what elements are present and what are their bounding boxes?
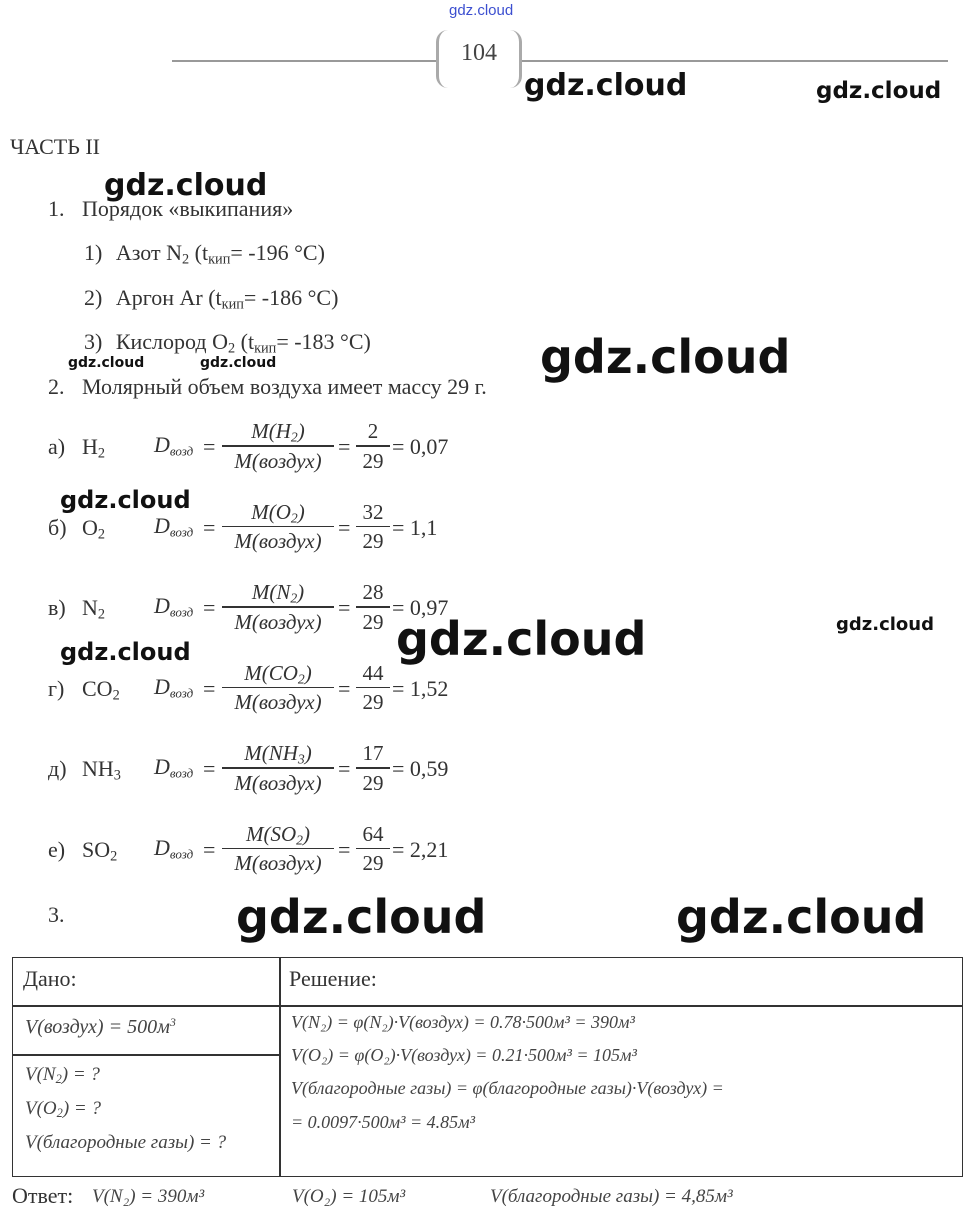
d-label: D: [154, 432, 170, 457]
watermark: gdz.cloud: [68, 355, 145, 371]
watermark: gdz.cloud: [540, 330, 791, 384]
item-name: Азот N: [115, 240, 182, 265]
fraction-bar: [222, 445, 334, 447]
q1-heading: [48, 196, 293, 222]
watermark: gdz.cloud: [60, 638, 191, 666]
d-subscript: возд: [169, 443, 194, 459]
fraction-numerator: $M(H_2)$: [251, 419, 305, 445]
d-label: D: [154, 754, 170, 779]
solution-line: V(O₂) = φ(O₂)·V(воздух) = 0.21·500м³ = 105м³: [291, 1045, 637, 1065]
t-subscript: кип: [221, 296, 244, 313]
q2-text: Молярный объем воздуха имеет массу 29 г.: [82, 374, 487, 399]
watermark: gdz.cloud: [236, 890, 487, 944]
fraction-bar: [356, 606, 390, 608]
fraction-numerator: $M(NH_3)$: [244, 741, 312, 767]
watermark: gdz.cloud: [816, 78, 942, 104]
table-header-rule: [13, 1005, 962, 1007]
item-temp: = -183 °C): [276, 329, 371, 354]
row-letter: а): [48, 434, 66, 459]
equals-sign: =: [203, 675, 216, 701]
density-result: = 1,1: [392, 514, 438, 540]
watermark-top: gdz.cloud: [449, 2, 514, 19]
molar-mass-fraction: [222, 579, 334, 635]
density-result: = 1,52: [392, 675, 449, 701]
numerator-subscript: 3: [297, 751, 305, 767]
fraction-numerator: 32: [362, 499, 384, 524]
fraction-numerator: 64: [362, 821, 384, 846]
numerator-close: ): [297, 499, 305, 524]
q2-heading: [48, 374, 487, 400]
answer-item: V(N₂) = 390м³: [92, 1186, 205, 1207]
density-result: = 0,97: [392, 595, 449, 620]
gas-formula: O: [82, 514, 98, 540]
item-temp: = -186 °C): [243, 285, 339, 310]
fraction-denominator: 29: [362, 448, 384, 473]
watermark: gdz.cloud: [676, 890, 927, 944]
watermark: gdz.cloud: [396, 612, 647, 666]
equals-sign: =: [203, 434, 216, 459]
fraction-bar: [356, 526, 390, 528]
row-letter: д): [48, 756, 67, 781]
d-label: D: [154, 593, 170, 618]
table-divider: [279, 958, 281, 1176]
row-gas: [82, 676, 120, 702]
fraction-bar: [222, 526, 334, 528]
row-letter: е): [48, 836, 66, 862]
numerator-gas: NH: [268, 741, 298, 765]
fraction-denominator: M(воздух): [234, 609, 322, 634]
q3-number: 3.: [48, 902, 65, 927]
fraction-denominator: 29: [362, 851, 384, 875]
fraction-bar: [356, 445, 390, 447]
watermark: gdz.cloud: [200, 355, 277, 371]
gas-subscript: 2: [110, 848, 118, 865]
fraction-denominator: M(воздух): [234, 448, 322, 473]
fraction-denominator: M(воздух): [234, 529, 322, 553]
find-text: V(N: [25, 1064, 56, 1085]
fraction-bar: [222, 687, 334, 689]
q2-number: 2.: [48, 374, 65, 399]
watermark: gdz.cloud: [60, 486, 191, 514]
watermark: gdz.cloud: [104, 168, 268, 203]
molar-mass-fraction: [222, 418, 334, 474]
d-symbol: [154, 674, 193, 700]
d-subscript: возд: [169, 845, 194, 861]
answer-label: Ответ:: [12, 1183, 74, 1208]
fraction-denominator: 29: [362, 770, 384, 795]
equals-sign: =: [338, 514, 351, 540]
fraction-bar: [356, 767, 390, 769]
t-subscript: кип: [208, 251, 231, 268]
d-subscript: возд: [169, 684, 194, 700]
solution-line: V(благородные газы) = φ(благородные газы)·V(воздух) =: [291, 1078, 724, 1098]
fraction-denominator: M(воздух): [234, 851, 322, 875]
item-name: Кислород O: [115, 329, 228, 354]
fraction-denominator: M(воздух): [234, 690, 322, 714]
row-gas: [82, 595, 105, 621]
gas-subscript: 3: [113, 767, 121, 784]
density-result: = 0,07: [392, 434, 449, 459]
equals-sign: =: [338, 434, 351, 459]
fraction-bar: [356, 848, 390, 850]
fraction-numerator: $M(CO_2)$: [244, 660, 312, 686]
row-letter: в): [48, 595, 66, 620]
d-symbol: [154, 754, 193, 780]
value-fraction: [356, 579, 390, 635]
fraction-denominator: 29: [362, 609, 384, 634]
fraction-numerator: 44: [362, 660, 384, 685]
page-number: 104: [436, 30, 522, 88]
d-subscript: возд: [169, 765, 194, 781]
numerator-gas: O: [275, 499, 291, 524]
fraction-bar: [356, 687, 390, 689]
given-value: V(воздух) = $500м^3$: [25, 1014, 176, 1038]
equals-sign: =: [338, 836, 351, 862]
numerator-subscript: 2: [290, 590, 298, 606]
numerator-gas: H: [275, 419, 291, 443]
gas-subscript: 2: [97, 526, 106, 543]
d-label: D: [154, 673, 170, 699]
q1-item: 1) Азот $N_2$ ($t_{кип}= -196$ °C): [84, 240, 325, 268]
item-subscript: 2: [227, 340, 236, 357]
solution-header: Решение:: [289, 966, 377, 991]
numerator-close: ): [304, 660, 312, 685]
density-result: = 2,21: [392, 836, 449, 862]
d-label: D: [154, 512, 170, 538]
find-item: $V(O_2)$ = ?: [25, 1098, 101, 1121]
item-number: 3): [84, 329, 103, 354]
row-gas: [82, 515, 105, 541]
section-title: ЧАСТЬ II: [10, 134, 100, 159]
watermark: gdz.cloud: [836, 614, 934, 635]
numerator-subscript: 2: [290, 509, 298, 525]
gas-subscript: 2: [112, 687, 120, 704]
fraction-bar: [222, 848, 334, 850]
d-symbol: [154, 432, 193, 458]
fraction-numerator: $M(N_2)$: [251, 580, 305, 606]
gas-formula: SO: [82, 836, 111, 862]
numerator-gas: CO: [268, 660, 298, 685]
row-letter: б): [48, 514, 67, 540]
fraction-numerator: 17: [362, 741, 384, 765]
given-solution-table: [12, 957, 963, 1177]
equals-sign: =: [203, 836, 216, 862]
gas-formula: NH: [82, 756, 114, 781]
header-rule-right: [520, 60, 948, 62]
find-text: V(O: [25, 1098, 57, 1119]
solution-line: = 0.0097·500м³ = 4.85м³: [291, 1112, 476, 1132]
molar-mass-fraction: [222, 499, 334, 555]
given-header: Дано:: [23, 966, 77, 991]
numerator-close: ): [297, 419, 305, 443]
numerator-gas: SO: [270, 821, 297, 846]
d-symbol: [154, 835, 193, 861]
fraction-numerator: $M(SO_2)$: [246, 821, 310, 847]
value-fraction: [356, 821, 390, 877]
density-result: = 0,59: [392, 756, 449, 781]
answer-item: V(благородные газы) = 4,85м³: [490, 1186, 733, 1207]
numerator-close: ): [304, 741, 312, 765]
solution-line: V(N₂) = φ(N₂)·V(воздух) = 0.78·500м³ = 390м³: [291, 1012, 635, 1032]
fraction-denominator: 29: [362, 529, 384, 553]
molar-mass-fraction: [222, 740, 334, 796]
gas-subscript: 2: [97, 606, 106, 623]
gas-subscript: 2: [97, 445, 106, 462]
answer-item: V(O₂) = 105м³: [292, 1186, 406, 1207]
equals-sign: =: [338, 595, 351, 620]
watermark: gdz.cloud: [524, 68, 688, 103]
molar-mass-fraction: [222, 821, 334, 877]
q1-item: 2) Аргон Ar ($t_{кип}= -186$ °C): [84, 285, 339, 313]
d-symbol: [154, 513, 193, 539]
gas-formula: N: [82, 595, 98, 620]
equals-sign: =: [203, 514, 216, 540]
item-temp: = -196 °C): [230, 240, 325, 265]
gas-formula: H: [82, 434, 98, 459]
value-fraction: [356, 418, 390, 474]
fraction-numerator: 2: [367, 419, 379, 443]
t-subscript: кип: [254, 340, 277, 357]
fraction-bar: [222, 606, 334, 608]
fraction-denominator: M(воздух): [234, 770, 322, 795]
equals-sign: =: [338, 756, 351, 781]
item-subscript: 2: [182, 251, 190, 268]
equals-sign: =: [338, 675, 351, 701]
fraction-denominator: 29: [362, 690, 384, 714]
numerator-close: ): [303, 821, 310, 846]
d-symbol: [154, 593, 193, 619]
molar-mass-fraction: [222, 660, 334, 716]
d-subscript: возд: [169, 604, 194, 620]
item-number: 2): [84, 285, 103, 310]
fraction-bar: [222, 767, 334, 769]
value-fraction: [356, 660, 390, 716]
q1-title: Порядок «выкипания»: [82, 196, 294, 221]
q1-number: 1.: [48, 196, 65, 221]
find-item: V(благородные газы) = ?: [25, 1132, 227, 1153]
numerator-subscript: 2: [290, 429, 298, 445]
fraction-numerator: $M(O_2)$: [251, 499, 305, 525]
row-gas: [82, 837, 117, 863]
header-rule-left: [172, 60, 438, 62]
d-label: D: [154, 834, 170, 860]
find-item: $V(N_2)$ = ?: [25, 1064, 100, 1087]
d-subscript: возд: [169, 523, 194, 539]
fraction-numerator: 28: [362, 580, 384, 604]
value-fraction: [356, 499, 390, 555]
numerator-subscript: 2: [297, 670, 305, 686]
q1-item: 3) Кислород $O_2$ ($t_{кип}= -183$ °C): [84, 329, 371, 357]
gas-formula: CO: [82, 675, 113, 701]
item-name: Аргон Ar: [115, 285, 203, 310]
equals-sign: =: [203, 756, 216, 781]
numerator-close: ): [297, 580, 305, 604]
equals-sign: =: [203, 595, 216, 620]
value-fraction: [356, 740, 390, 796]
table-given-rule: [13, 1054, 279, 1056]
item-number: 1): [84, 240, 103, 265]
numerator-subscript: 2: [296, 831, 303, 847]
row-gas: [82, 434, 105, 460]
given-value-text: V(воздух) = 500м: [25, 1016, 170, 1038]
row-letter: г): [48, 675, 65, 701]
row-gas: [82, 756, 121, 782]
numerator-gas: N: [276, 580, 291, 604]
